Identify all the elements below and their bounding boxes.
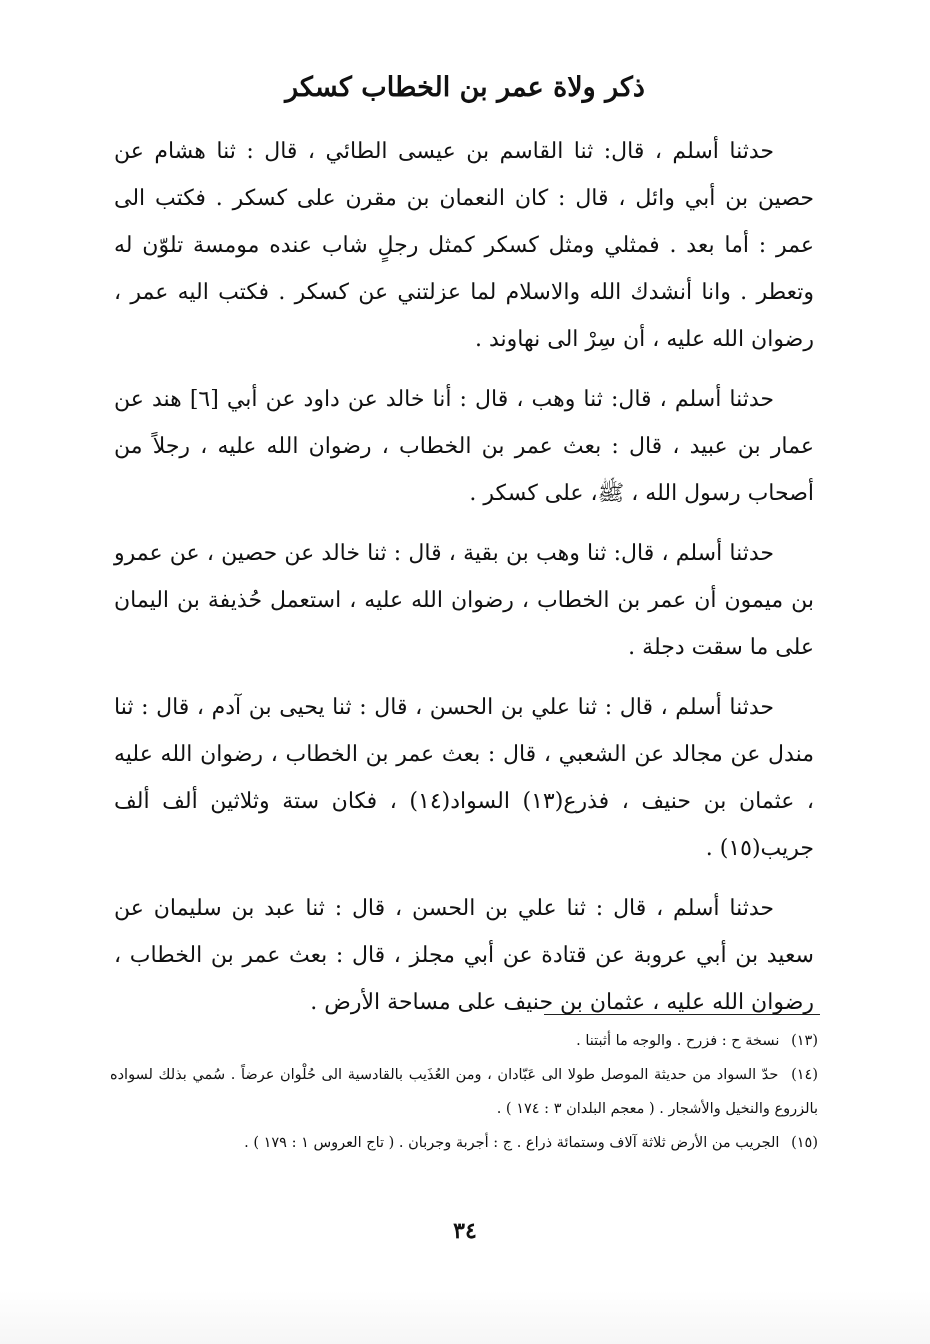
- paragraph-2: حدثنا أسلم ، قال: ثنا وهب ، قال : أنا خالد عن داود عن أبي [٦] هند عن عمار بن عبيد ، قال : بعث عمر بن الخطاب ، رضوان الله عليه ، رجلاً من أصحاب رسول الله ، ﷺ، على كسكر .: [114, 387, 814, 506]
- footnote-text: حدّ السواد من حديثة الموصل طولا الى عَبّادان ، ومن العُذَيب بالقادسية الى حُلْوان عرضاً . سُمي بذلك لسواده بالزروع والنخيل والأشجار . ( معجم البلدان ٣ : ١٧٤ ) .: [110, 1067, 818, 1117]
- main-text: [114, 128, 814, 1039]
- footnotes: [110, 1024, 818, 1160]
- footnote-13: [110, 1024, 818, 1058]
- footnote-number: (١٥): [791, 1135, 818, 1151]
- footnote-15: [110, 1126, 818, 1160]
- footnote-14: [110, 1058, 818, 1126]
- paragraph-4: حدثنا أسلم ، قال : ثنا علي بن الحسن ، قال : ثنا يحيى بن آدم ، قال : ثنا مندل عن مجالد عن الشعبي ، قال : بعث عمر بن الخطاب ، رضوان الله عليه ، عثمان بن حنيف ، فذرع(١٣) السواد(١٤) ، فكان ستة وثلاثين ألف ألف جريب(١٥) .: [114, 695, 815, 861]
- footnote-number: (١٣): [791, 1033, 818, 1049]
- paragraph-3: حدثنا أسلم ، قال: ثنا وهب بن بقية ، قال : ثنا خالد عن حصين ، عن عمرو بن ميمون أن عمر بن الخطاب ، رضوان الله عليه ، استعمل حُذيفة بن اليمان على ما سقت دجلة .: [114, 541, 814, 660]
- footnote-text: الجريب من الأرض ثلاثة آلاف وستمائة ذراع . ج : أجربة وجربان . ( تاج العروس ١ : ١٧٩ ) .: [244, 1135, 780, 1151]
- page-number: ٣٤: [453, 1218, 477, 1244]
- scan-shading: [0, 1290, 930, 1344]
- footnote-number: (١٤): [791, 1067, 819, 1083]
- paragraph-1: حدثنا أسلم ، قال: ثنا القاسم بن عيسى الطائي ، قال : ثنا هشام عن حصين بن أبي وائل ، قال : كان النعمان بن مقرن على كسكر . فكتب الى عمر : أما بعد . فمثلي ومثل كسكر كمثل رجلٍ شاب عنده مومسة تلوّن له وتعطر . وانا أنشدك الله والاسلام لما عزلتني عن كسكر . فكتب اليه عمر ، رضوان الله عليه ، أن سِرْ الى نهاوند .: [114, 139, 814, 352]
- footnote-text: نسخة ح : فزرح . والوجه ما أثبتنا .: [576, 1033, 780, 1049]
- page-title: ذكر ولاة عمر بن الخطاب كسكر: [285, 72, 645, 103]
- paragraph-5: حدثنا أسلم ، قال : ثنا علي بن الحسن ، قال : ثنا عبد بن سليمان عن سعيد بن أبي عروبة عن قتادة عن أبي مجلز ، قال : بعث عمر بن الخطاب ، رضوان الله عليه ، عثمان بن حنيف على مساحة الأرض .: [114, 896, 814, 1015]
- footnote-divider: [544, 1014, 820, 1015]
